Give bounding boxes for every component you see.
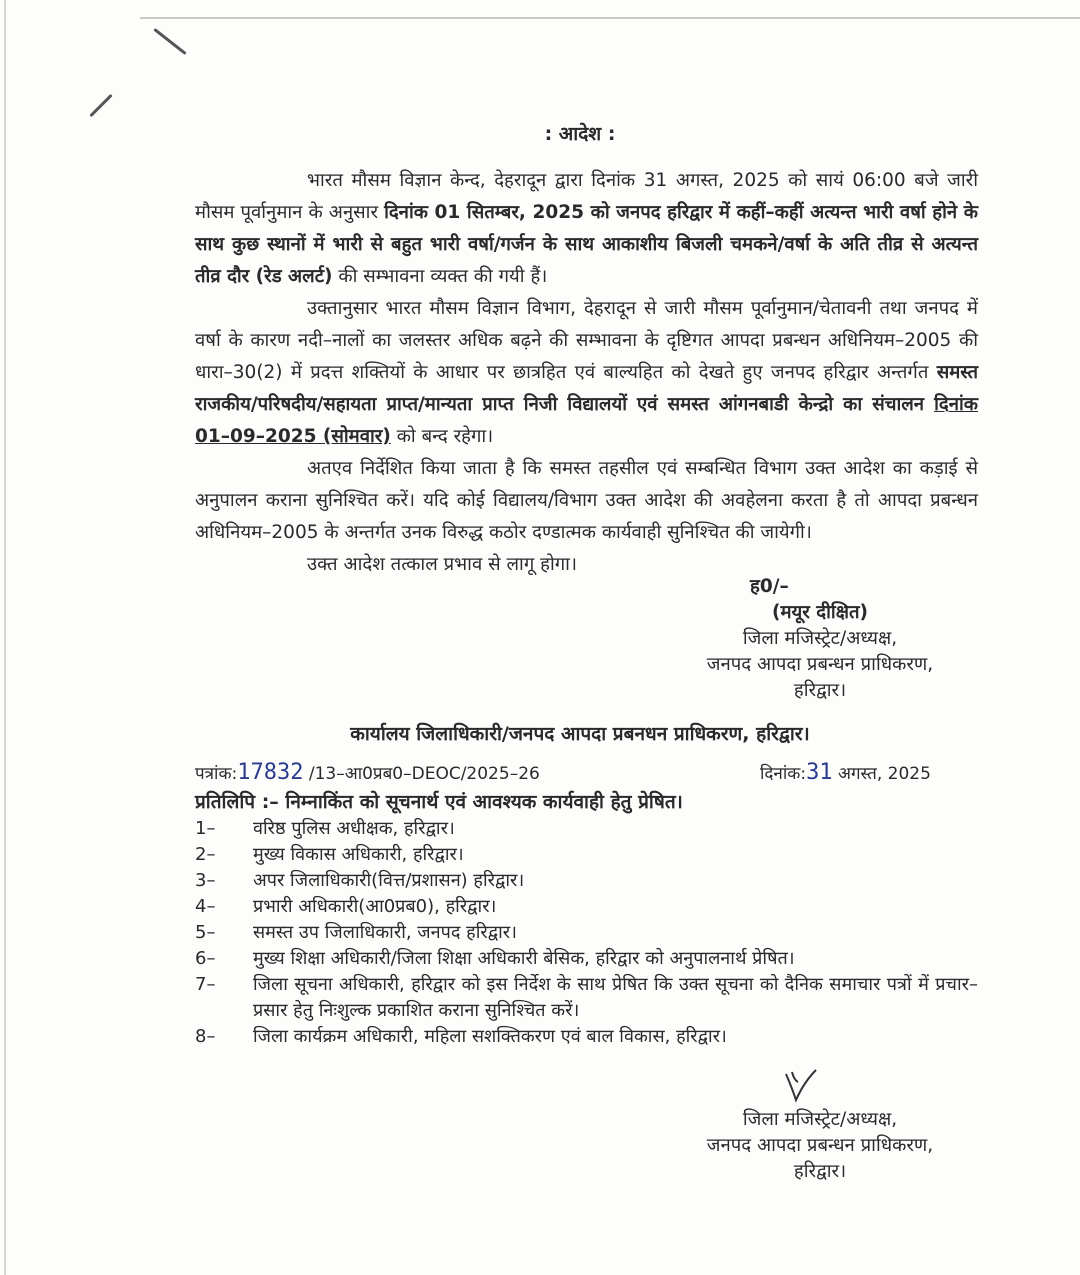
signatory-place: हरिद्वार। <box>793 1161 847 1182</box>
signatory-place: हरिद्वार। <box>793 680 847 701</box>
reference-label: पत्रांक: <box>195 764 238 784</box>
list-item <box>195 894 978 920</box>
item-text: अपर जिलाधिकारी(वित्त/प्रशासन) हरिद्वार। <box>253 870 525 891</box>
page-edge <box>4 0 6 1275</box>
text-segment: उक्तानुसार भारत मौसम विज्ञान विभाग, देहरादून से जारी मौसम पूर्वानुमान/चेतावनी तथा जनपद में वर्षा के कारण नदी–नालों का जलस्तर अधिक बढ़ने की सम्भावना के दृष्टिगत आपदा प्रबन्धन अधिनियम–2005 की धारा–30(2) में प्रदत्त शक्तियों के आधार पर छात्रहित एवं बाल्यहित को देखते हुए जनपद हरिद्वार अन्तर्गत <box>195 298 978 383</box>
copy-heading: प्रतिलिपि :– निम्नाकिंत को सूचनार्थ एवं आवश्यक कार्यवाही हेतु प्रेषित। <box>195 791 683 813</box>
list-item <box>195 920 978 946</box>
reference-number <box>195 760 540 785</box>
text-segment: दिनांक 01 सितम्बर, 2025 को जनपद हरिद्वार में कहीं–कहीं अत्यन्त भारी वर्षा होने के साथ कुछ स्थानों में भारी से बहुत भारी वर्षा/गर्जन के साथ आकाशीय बिजली चमकने/वर्षा के अति तीव्र से अत्यन्त तीव्र दौर (रेड अलर्ट) <box>195 202 978 287</box>
order-paragraph <box>195 165 978 293</box>
list-item <box>195 842 978 868</box>
signature-block <box>690 574 950 704</box>
item-text: समस्त उप जिलाधिकारी, जनपद हरिद्वार। <box>253 922 517 943</box>
date-label: दिनांक: <box>760 764 807 784</box>
text-segment: को बन्द रहेगा। <box>390 426 494 447</box>
list-item <box>195 868 978 894</box>
text-segment: दिनांक 01–09–2025 (सोमवार) <box>195 394 978 447</box>
text-segment: समस्त राजकीय/परिषदीय/सहायता प्राप्त/मान्यता प्राप्त निजी विद्यालयों एवं समस्त आंगनबाडी केन्द्रो का संचालन <box>195 362 978 415</box>
signature-scribble <box>782 1068 822 1104</box>
text-segment: भारत मौसम विज्ञान केन्द, देहरादून द्वारा दिनांक 31 अगस्त, 2025 को सायं 06:00 बजे जारी मौसम पूर्वानुमान के अनुसार <box>195 170 978 223</box>
item-number: 1– <box>195 818 216 839</box>
order-title: : आदेश : <box>544 123 616 145</box>
signatory-org: जनपद आपदा प्रबन्धन प्राधिकरण, <box>706 1135 934 1156</box>
order-paragraph <box>195 453 978 549</box>
item-number: 5– <box>195 922 216 943</box>
text-segment: उक्त आदेश तत्काल प्रभाव से लागू होगा। <box>307 554 577 575</box>
signatory-designation: जिला मजिस्ट्रेट/अध्यक्ष, <box>742 1109 898 1130</box>
list-item <box>195 972 978 1024</box>
item-text: मुख्य शिक्षा अधिकारी/जिला शिक्षा अधिकारी बेसिक, हरिद्वार को अनुपालनार्थ प्रेषित। <box>253 948 795 969</box>
item-number: 2– <box>195 844 216 865</box>
signatory-org: जनपद आपदा प्रबन्धन प्राधिकरण, <box>706 654 934 675</box>
item-text: मुख्य विकास अधिकारी, हरिद्वार। <box>253 844 464 865</box>
copy-list <box>195 816 978 1050</box>
pen-mark <box>89 94 112 117</box>
item-text: प्रभारी अधिकारी(आ0प्रब0), हरिद्वार। <box>253 896 497 917</box>
item-text: वरिष्ठ पुलिस अधीक्षक, हरिद्वार। <box>253 818 455 839</box>
item-number: 8– <box>195 1026 216 1047</box>
signed-mark: ह0/– <box>750 576 789 597</box>
item-number: 3– <box>195 870 216 891</box>
item-number: 4– <box>195 896 216 917</box>
date-rest: अगस्त, 2025 <box>832 764 931 784</box>
signatory-designation: जिला मजिस्ट्रेट/अध्यक्ष, <box>742 628 898 649</box>
text-segment: की सम्भावना व्यक्त की गयी हैं। <box>332 266 548 287</box>
reference-suffix: /13–आ0प्रब0–DEOC/2025–26 <box>303 764 540 784</box>
item-number: 7– <box>195 974 216 995</box>
item-number: 6– <box>195 948 216 969</box>
list-item <box>195 946 978 972</box>
handwritten-number: 17832 <box>237 760 304 785</box>
office-title: कार्यालय जिलाधिकारी/जनपद आपदा प्रबनधन प्राधिकरण, हरिद्वार। <box>350 723 810 745</box>
text-segment: अतएव निर्देशित किया जाता है कि समस्त तहसील एवं सम्बन्धित विभाग उक्त आदेश का कड़ाई से अनुपालन कराना सुनिश्चित करें। यदि कोई विद्यालय/विभाग उक्त आदेश की अवहेलना करता है तो आपदा प्रबन्धन अधिनियम–2005 के अन्तर्गत उनक विरुद्ध कठोर दण्डात्मक कार्यवाही सुनिश्चित की जायेगी। <box>195 458 978 543</box>
list-item <box>195 816 978 842</box>
item-text: जिला सूचना अधिकारी, हरिद्वार को इस निर्देश के साथ प्रेषित कि उक्त सूचना को दैनिक समाचार पत्रों में प्रचार–प्रसार हेतु निःशुल्क प्रकाशित कराना सुनिश्चित करें। <box>253 974 978 1021</box>
order-body <box>195 165 978 581</box>
signatory-name: (मयूर दीक्षित) <box>772 602 868 623</box>
signature-block-2 <box>680 1107 960 1185</box>
item-text: जिला कार्यक्रम अधिकारी, महिला सशक्तिकरण एवं बाल विकास, हरिद्वार। <box>253 1026 727 1047</box>
page-edge <box>140 17 1080 19</box>
pen-mark <box>153 28 186 55</box>
letter-date <box>760 760 931 785</box>
handwritten-day: 31 <box>806 760 833 785</box>
list-item <box>195 1024 978 1050</box>
order-paragraph <box>195 293 978 453</box>
